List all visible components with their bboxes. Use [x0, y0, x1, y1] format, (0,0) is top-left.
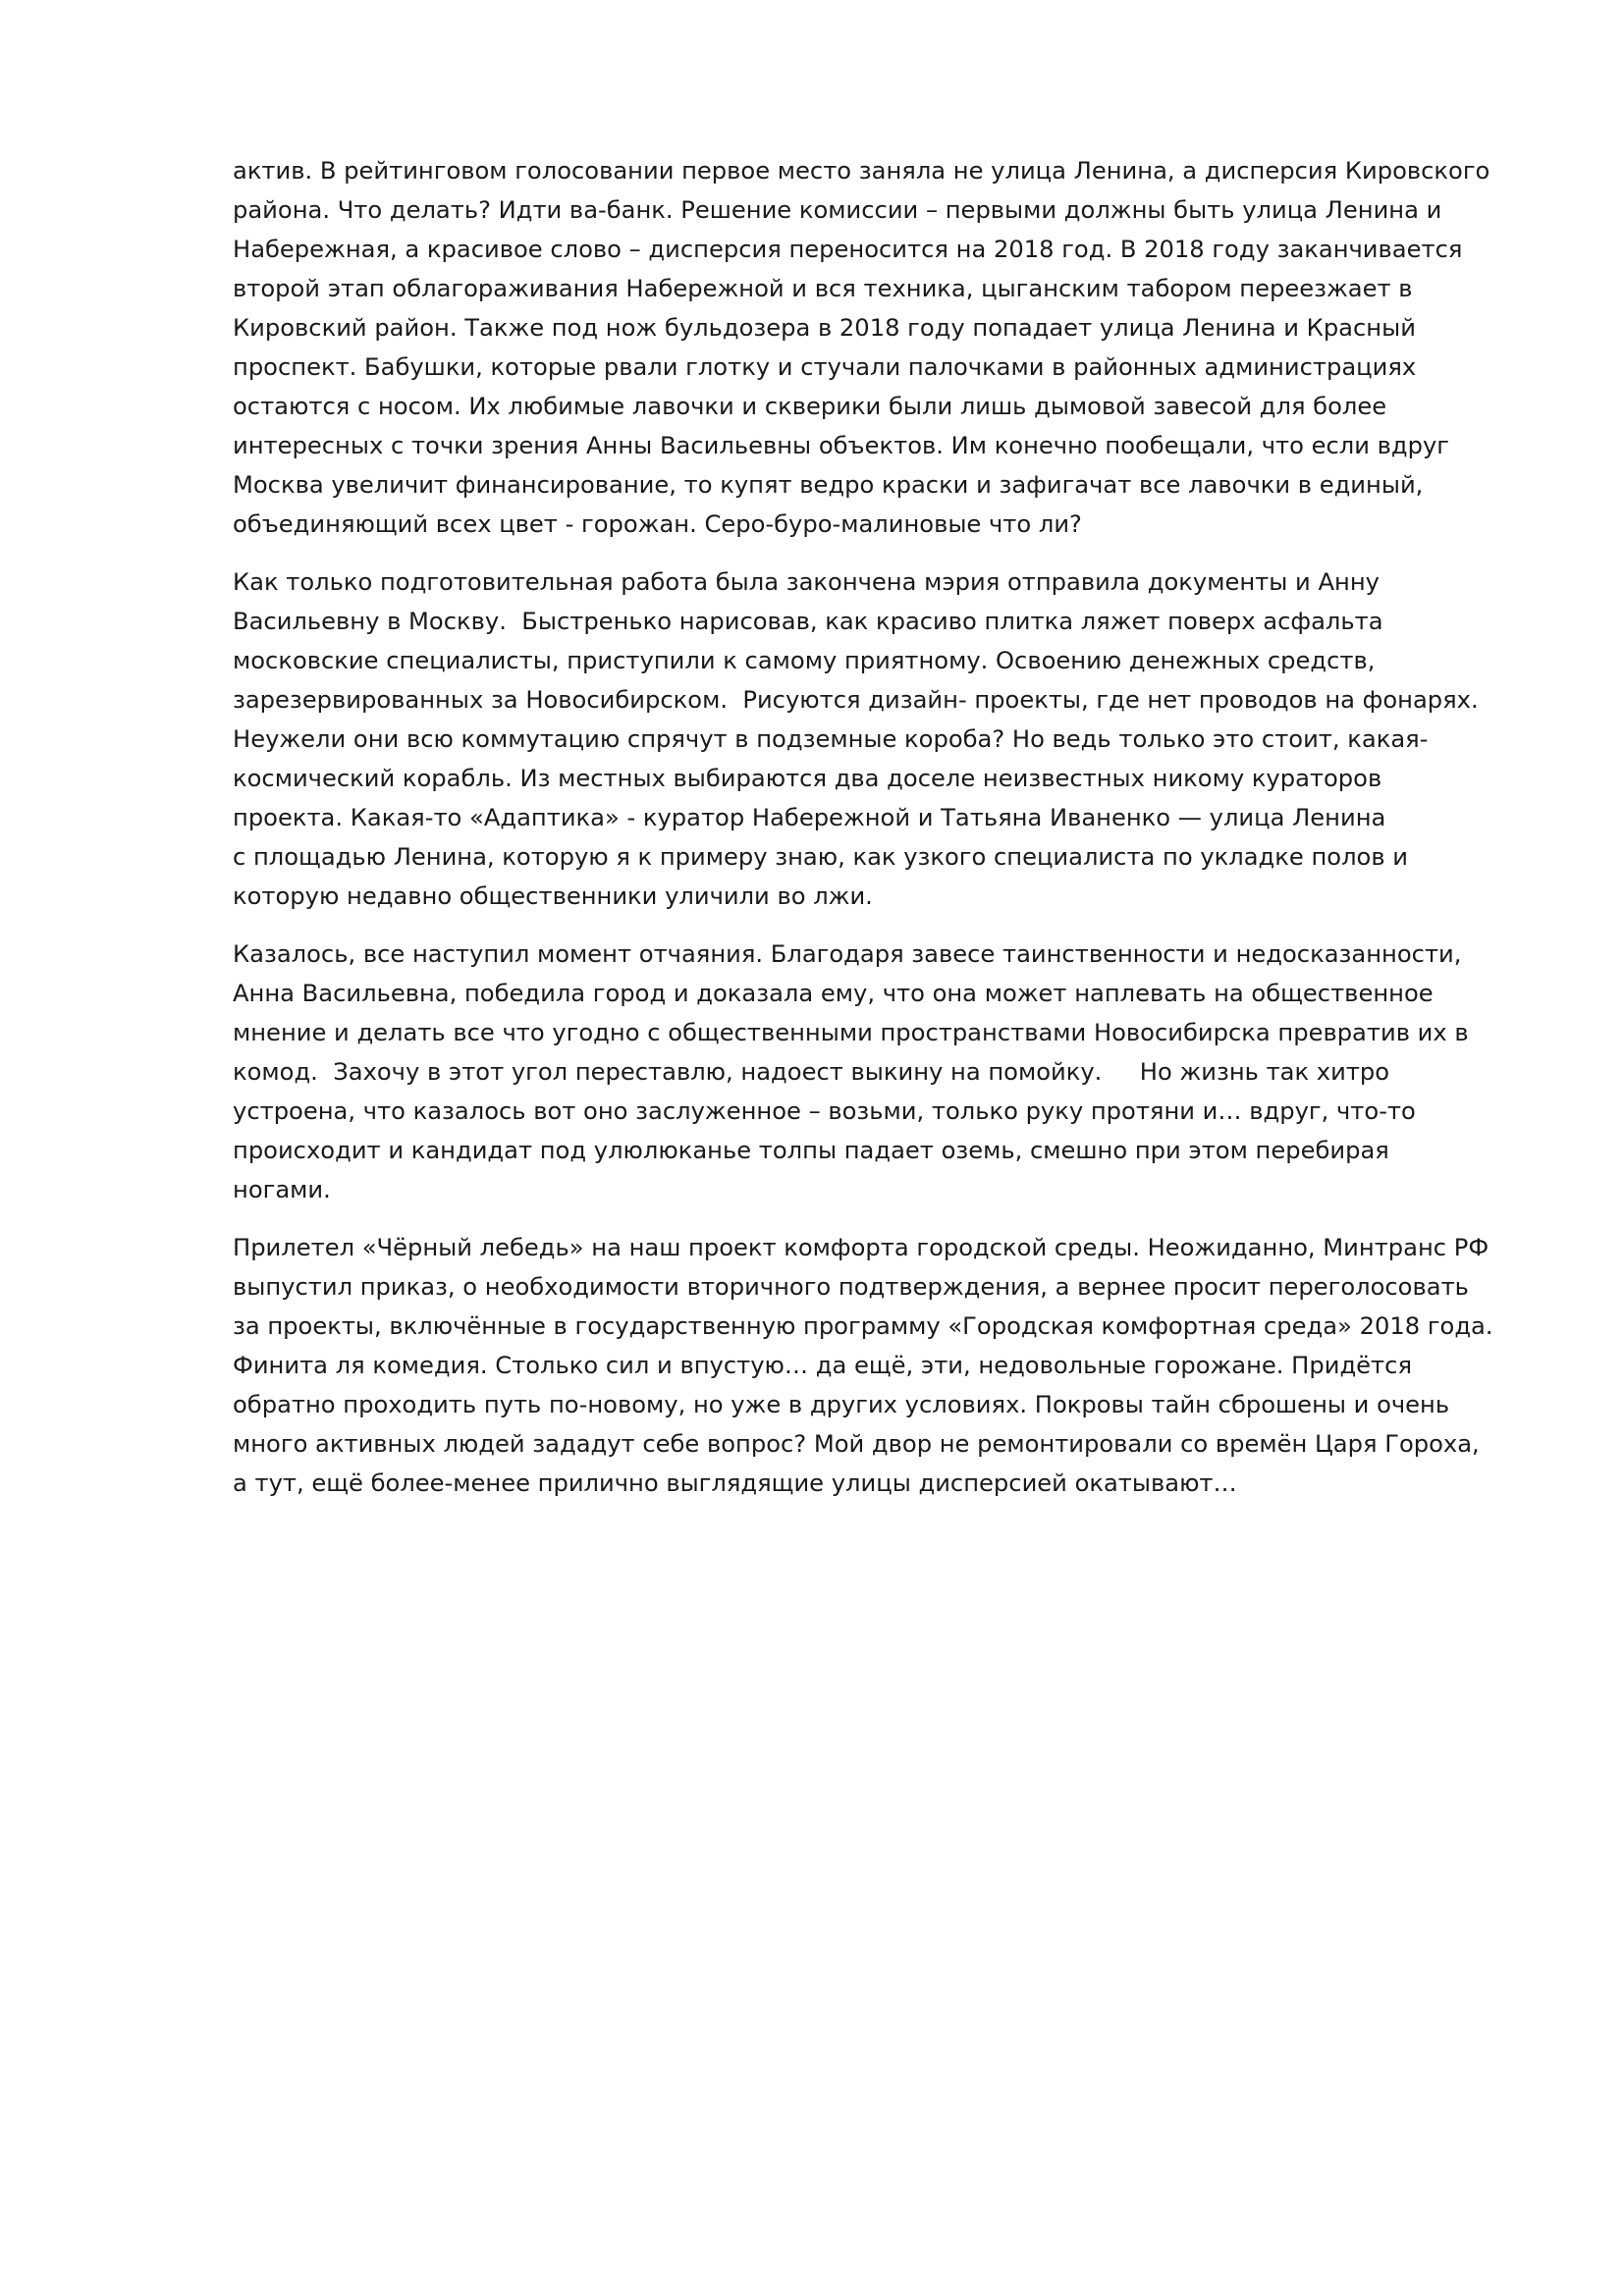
text-line: Финита ля комедия. Столько сил и впустую… да ещё, эти, недовольные горожане. Придётся [233, 1352, 1412, 1379]
text-line: ногами. [233, 1176, 331, 1203]
text-line: Москва увеличит финансирование, то купят ведро краски и зафигачат все лавочки в единый, [233, 471, 1424, 499]
text-line: за проекты, включённые в государственную программу «Городская комфортная среда» 2018 года. [233, 1312, 1493, 1340]
text-line: интересных с точки зрения Анны Васильевны объектов. Им конечно пообещали, что если вдруг [233, 432, 1450, 459]
text-line: Казалось, все наступил момент отчаяния. Благодаря завесе таинственности и недосказанности, [233, 940, 1462, 968]
paragraph-1 [233, 151, 1529, 544]
text-line: обратно проходить путь по-новому, но уже в других условиях. Покровы тайн сброшены и очень [233, 1391, 1450, 1418]
text-line: остаются с носом. Их любимые лавочки и скверики были лишь дымовой завесой для более [233, 393, 1387, 420]
paragraph-4 [233, 1228, 1529, 1503]
text-line: Васильевну в Москву. Быстренько нарисовав, как красиво плитка ляжет поверх асфальта [233, 608, 1383, 635]
text-line: района. Что делать? Идти ва-банк. Решение комиссии – первыми должны быть улица Ленина и [233, 196, 1442, 224]
text-line: много активных людей зададут себе вопрос? Мой двор не ремонтировали со времён Царя Гороха, [233, 1430, 1480, 1458]
text-line: Как только подготовительная работа была закончена мэрия отправила документы и Анну [233, 568, 1380, 596]
text-line: Кировский район. Также под нож бульдозера в 2018 году попадает улица Ленина и Красный [233, 314, 1416, 342]
text-line: с площадью Ленина, которую я к примеру знаю, как узкого специалиста по укладке полов и [233, 843, 1408, 871]
text-line: Набережная, а красивое слово – дисперсия переносится на 2018 год. В 2018 году заканчивается [233, 236, 1463, 263]
text-line: которую недавно общественники уличили во лжи. [233, 882, 873, 910]
text-line: происходит и кандидат под улюлюканье толпы падает оземь, смешно при этом перебирая [233, 1137, 1389, 1164]
text-line: Анна Васильевна, победила город и доказала ему, что она может наплевать на общественное [233, 980, 1434, 1007]
text-line: а тут, ещё более-менее прилично выглядящие улицы дисперсией окатывают… [233, 1469, 1237, 1497]
text-line: московские специалисты, приступили к самому приятному. Освоению денежных средств, [233, 647, 1376, 674]
text-line: зарезервированных за Новосибирском. Рисуются дизайн- проекты, где нет проводов на фонарях. [233, 686, 1479, 714]
text-line: объединяющий всех цвет - горожан. Серо-буро-малиновые что ли? [233, 510, 1082, 538]
text-line: Неужели они всю коммутацию спрячут в подземные короба? Но ведь только это стоит, какая- [233, 725, 1429, 753]
text-line: актив. В рейтинговом голосовании первое место заняла не улица Ленина, а дисперсия Кировского [233, 157, 1490, 185]
paragraph-3 [233, 934, 1529, 1209]
paragraph-2 [233, 562, 1529, 916]
text-line: выпустил приказ, о необходимости вторичного подтверждения, а вернее просит переголосовать [233, 1273, 1469, 1301]
text-line: комод. Захочу в этот угол переставлю, надоест выкину на помойку. Но жизнь так хитро [233, 1058, 1390, 1086]
text-line: космический корабль. Из местных выбираются два доселе неизвестных никому кураторов [233, 765, 1382, 792]
text-line: устроена, что казалось вот оно заслуженное – возьми, только руку протяни и… вдруг, что-то [233, 1097, 1416, 1125]
text-line: мнение и делать все что угодно с общественными пространствами Новосибирска превратив их в [233, 1019, 1469, 1046]
text-line: проспект. Бабушки, которые рвали глотку и стучали палочками в районных администрациях [233, 353, 1417, 381]
document-body [233, 151, 1529, 1522]
text-line: проекта. Какая-то «Адаптика» - куратор Набережной и Татьяна Иваненко — улица Ленина [233, 804, 1386, 831]
text-line: второй этап облагораживания Набережной и вся техника, цыганским табором переезжает в [233, 275, 1413, 302]
text-line: Прилетел «Чёрный лебедь» на наш проект комфорта городской среды. Неожиданно, Минтранс РФ [233, 1234, 1489, 1261]
